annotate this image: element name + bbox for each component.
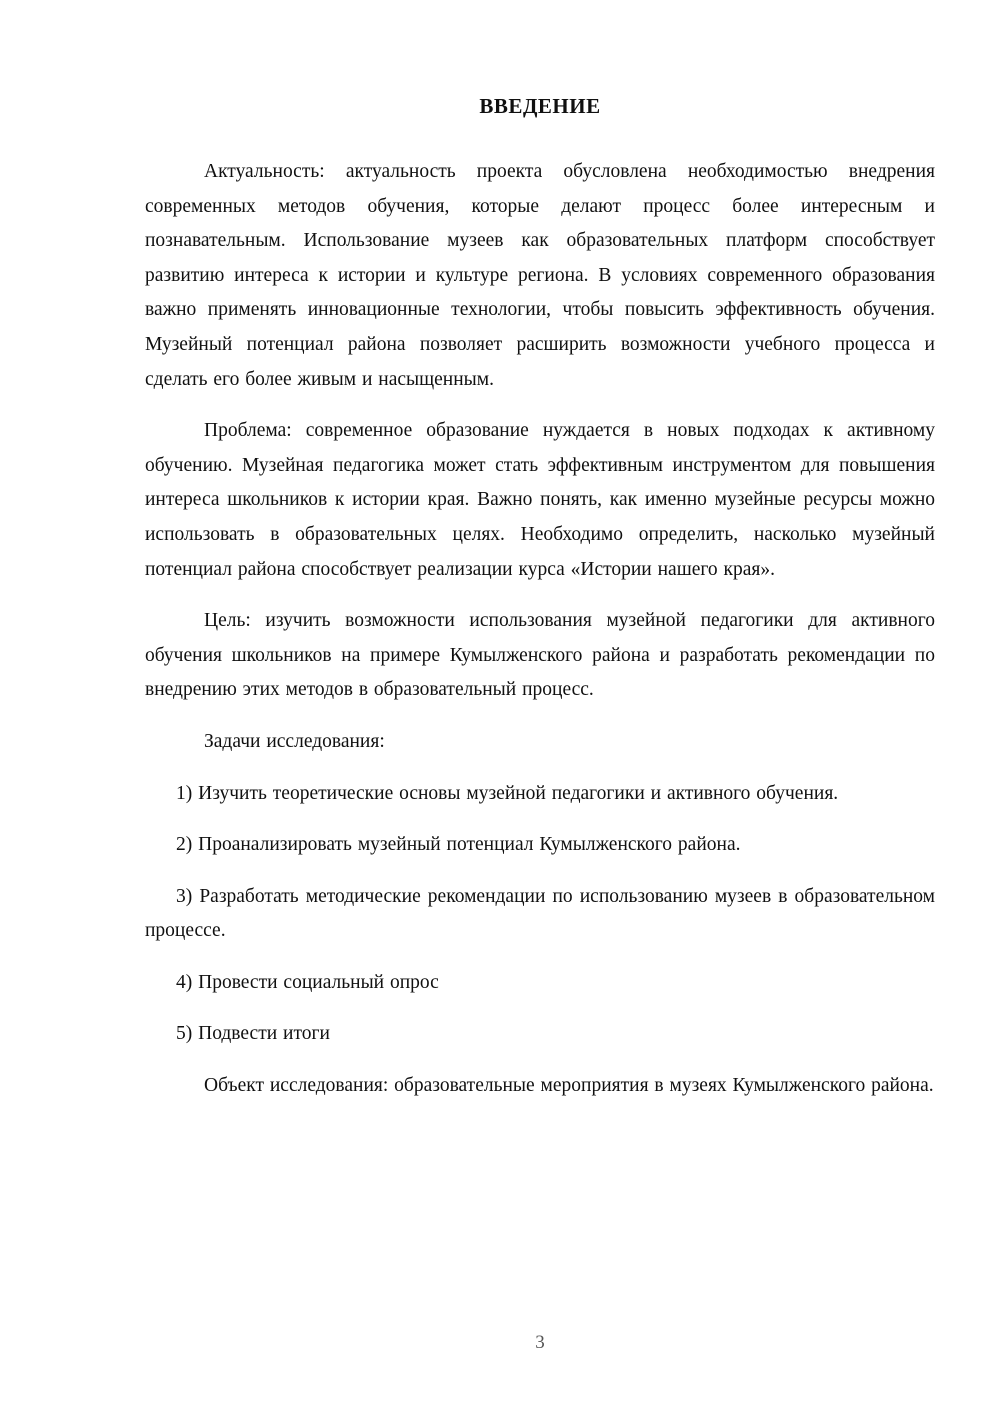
paragraph-research-object: Объект исследования: образовательные мероприятия в музеях Кумылженского района.	[204, 1075, 934, 1097]
paragraph-problem: Проблема: современное образование нуждается в новых подходах к активному обучению. Музейная педагогика может стать эффективным инструментом для повышения интереса школьников к истории края. Важно понять, как именно музейные ресурсы можно использовать в образовательных целях. Необходимо определить, насколько музейный потенциал района способствует реализации курса «Истории нашего края».	[145, 420, 935, 580]
document-title: ВВЕДЕНИЕ	[479, 94, 601, 118]
task-item-5: 5) Подвести итоги	[176, 1023, 330, 1045]
paragraph-goal: Цель: изучить возможности использования музейной педагогики для активного обучения школьников на примере Кумылженского района и разработать рекомендации по внедрению этих методов в образовательный процесс.	[145, 610, 935, 701]
page-number: 3	[535, 1332, 545, 1353]
task-item-2: 2) Проанализировать музейный потенциал Кумылженского района.	[176, 834, 741, 856]
task-item-4: 4) Провести социальный опрос	[176, 971, 439, 993]
tasks-heading: Задачи исследования:	[204, 730, 385, 752]
task-item-3: 3) Разработать методические рекомендации по использованию музеев в образовательном процессе.	[145, 885, 935, 942]
paragraph-relevance: Актуальность: актуальность проекта обусловлена необходимостью внедрения современных методов обучения, которые делают процесс более интересным и познавательным. Использование музеев как образовательных платформ способствует развитию интереса к истории и культуре региона. В условиях современного образования важно применять инновационные технологии, чтобы повысить эффективность обучения. Музейный потенциал района позволяет расширить возможности учебного процесса и сделать его более живым и насыщенным.	[145, 161, 935, 390]
task-item-1: 1) Изучить теоретические основы музейной педагогики и активного обучения.	[176, 782, 839, 804]
document-body	[145, 92, 935, 1121]
